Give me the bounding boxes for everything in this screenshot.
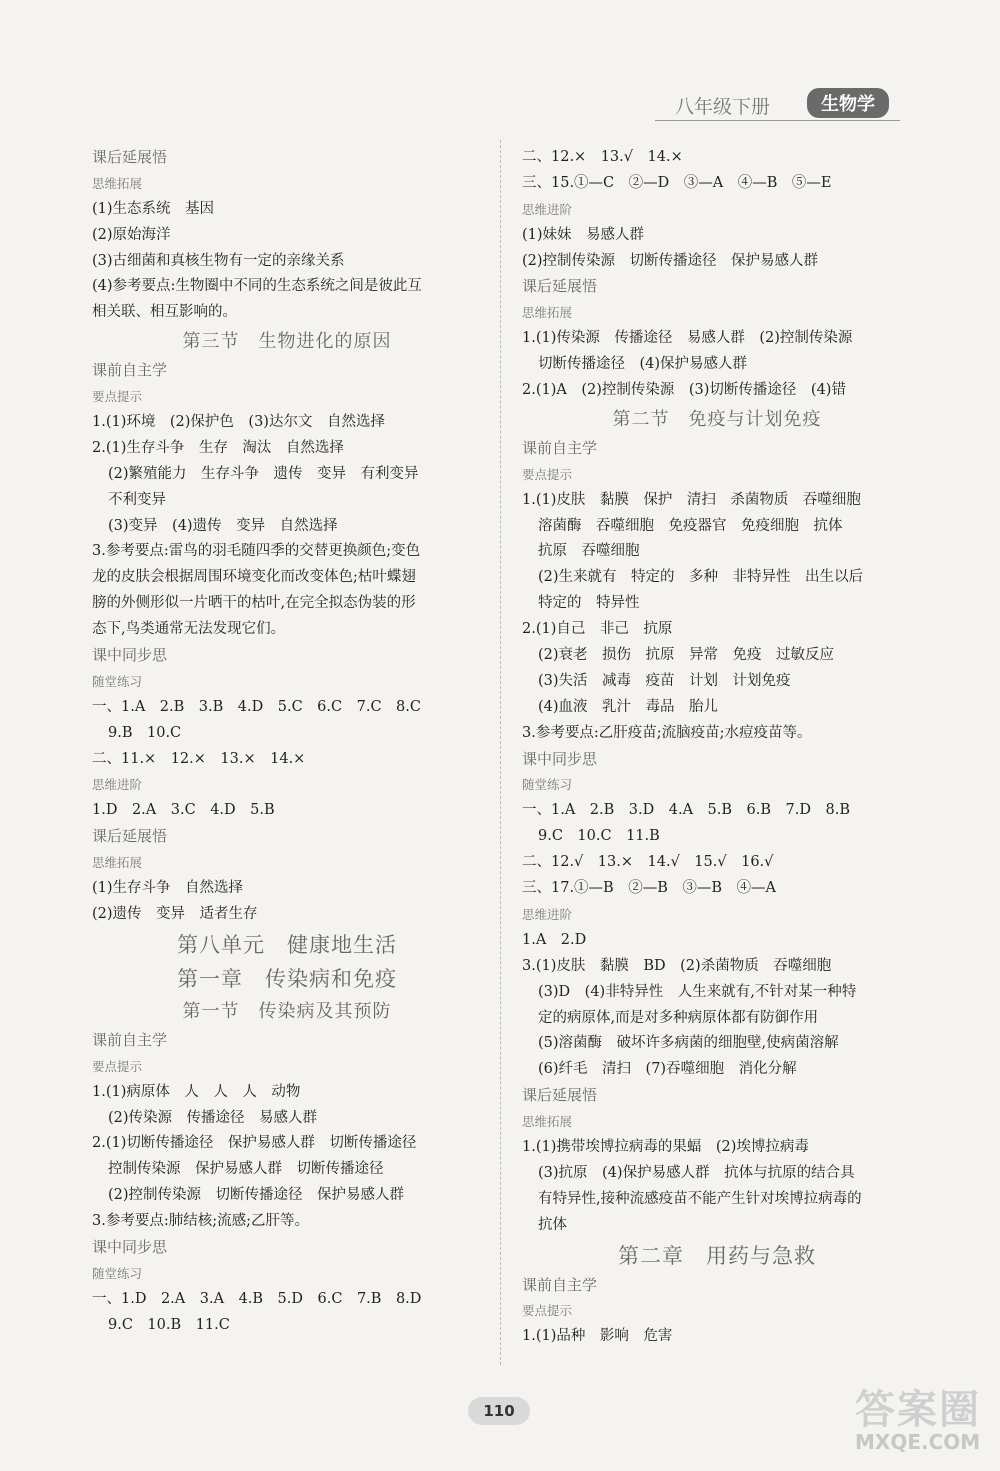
header-rule [655, 120, 900, 121]
answer-line: 三、15.①—C ②—D ③—A ④—B ⑤—E [522, 174, 832, 191]
answer-line: (2)遗传 变异 适者生存 [92, 905, 258, 922]
answer-line: 特定的 特异性 [538, 595, 640, 612]
answer-line: (3)变异 (4)遗传 变异 自然选择 [108, 517, 338, 534]
answer-line: 切断传播途径 (4)保护易感人群 [538, 356, 748, 373]
answer-line: 一、1.A 2.B 3.B 4.D 5.C 6.C 7.C 8.C [92, 698, 421, 715]
section-heading: 课前自主学 [92, 361, 168, 380]
subsection-label: 思维进阶 [522, 906, 573, 922]
answer-line: (2)衰老 损伤 抗原 异常 免疫 过敏反应 [538, 647, 835, 664]
answer-line: (2)传染源 传播途径 易感人群 [108, 1109, 318, 1126]
answer-line: 三、17.①—B ②—B ③—B ④—A [522, 880, 776, 897]
answer-line: 1.A 2.D [522, 931, 587, 948]
subsection-label: 要点提示 [92, 389, 143, 405]
grade-label: 八年级下册 [675, 96, 771, 118]
answer-line: 1.(1)品种 影响 危害 [522, 1328, 673, 1345]
subsection-label: 思维进阶 [522, 201, 573, 217]
answer-line: 9.B 10.C [108, 724, 182, 741]
subsection-label: 要点提示 [522, 1303, 573, 1319]
section-heading: 课中同步思 [92, 646, 168, 665]
page-header [655, 88, 900, 128]
answer-line: 抗原 吞噬细胞 [538, 543, 640, 560]
subsection-label: 思维拓展 [92, 855, 143, 871]
answer-line: 膀的外侧形似一片晒干的枯叶,在完全拟态伪装的形 [92, 595, 416, 612]
answer-line: 一、1.A 2.B 3.D 4.A 5.B 6.B 7.D 8.B [522, 802, 850, 819]
answer-line: (3)失活 减毒 疫苗 计划 计划免疫 [538, 672, 791, 689]
page-number: 110 [468, 1397, 530, 1425]
answer-line: 3.参考要点:雷鸟的羽毛随四季的交替更换颜色;变色 [92, 543, 421, 560]
answer-line: (2)控制传染源 切断传播途径 保护易感人群 [108, 1187, 405, 1204]
answer-line: 溶菌酶 吞噬细胞 免疫器官 免疫细胞 抗体 [538, 517, 843, 534]
answer-line: 定的病原体,而是对多种病原体都有防御作用 [538, 1009, 819, 1026]
answer-line: 1.(1)传染源 传播途径 易感人群 (2)控制传染源 [522, 330, 853, 347]
section-heading: 课中同步思 [522, 749, 598, 768]
answer-line: 有特异性,接种流感疫苗不能产生针对埃博拉病毒的 [538, 1190, 862, 1207]
subsection-label: 要点提示 [522, 466, 573, 482]
answer-line: (5)溶菌酶 破坏许多病菌的细胞壁,使病菌溶解 [538, 1035, 839, 1052]
answer-line: (2)生来就有 特定的 多种 非特异性 出生以后 [538, 569, 864, 586]
section-heading: 课后延展悟 [522, 1086, 598, 1105]
answer-line: 9.C 10.C 11.B [538, 828, 660, 845]
answer-line: (2)控制传染源 切断传播途径 保护易感人群 [522, 252, 819, 269]
subject-badge: 生物学 [807, 88, 889, 118]
unit-title: 第二章 用药与急救 [618, 1243, 816, 1268]
left-column [92, 145, 482, 1339]
subsection-label: 随堂练习 [522, 777, 573, 793]
lesson-title: 第一节 传染病及其预防 [182, 1000, 392, 1022]
subsection-label: 要点提示 [92, 1058, 143, 1074]
subsection-label: 思维进阶 [92, 777, 143, 793]
answer-line: 2.(1)切断传播途径 保护易感人群 切断传播途径 [92, 1135, 417, 1152]
answer-line: 3.(1)皮肤 黏膜 BD (2)杀菌物质 吞噬细胞 [522, 957, 832, 974]
answer-line: (2)繁殖能力 生存斗争 遗传 变异 有利变异 [108, 465, 419, 482]
answer-line: 态下,鸟类通常无法发现它们。 [92, 621, 286, 638]
answer-line: 3.参考要点:肺结核;流感;乙肝等。 [92, 1213, 309, 1230]
lesson-title: 第二节 免疫与计划免疫 [612, 408, 822, 430]
answer-line: 1.(1)病原体 人 人 人 动物 [92, 1083, 301, 1100]
subsection-label: 思维拓展 [522, 305, 573, 321]
section-heading: 课中同步思 [92, 1237, 168, 1256]
answer-line: (6)纤毛 清扫 (7)吞噬细胞 消化分解 [538, 1061, 797, 1078]
answer-line: 控制传染源 保护易感人群 切断传播途径 [108, 1161, 384, 1178]
answer-line: 2.(1)生存斗争 生存 淘汰 自然选择 [92, 439, 344, 456]
answer-line: (1)生态系统 基因 [92, 200, 215, 217]
answer-line: 一、1.D 2.A 3.A 4.B 5.D 6.C 7.B 8.D [92, 1290, 422, 1307]
answer-line: (1)妹妹 易感人群 [522, 226, 645, 243]
answer-line: 1.D 2.A 3.C 4.D 5.B [92, 802, 275, 819]
answer-line: 1.(1)环境 (2)保护色 (3)达尔文 自然选择 [92, 414, 385, 431]
answer-line: 1.(1)携带埃博拉病毒的果蝠 (2)埃博拉病毒 [522, 1138, 809, 1155]
watermark-text: 答案圈 [855, 1387, 981, 1433]
answer-line: 龙的皮肤会根据周围环境变化而改变体色;枯叶蝶翅 [92, 569, 416, 586]
section-heading: 课前自主学 [522, 1275, 598, 1294]
answer-line: (3)抗原 (4)保护易感人群 抗体与抗原的结合具 [538, 1164, 855, 1181]
answer-line: (1)生存斗争 自然选择 [92, 880, 244, 897]
subsection-label: 随堂练习 [92, 1265, 143, 1281]
answer-line: 抗体 [538, 1216, 567, 1233]
answer-line: 1.(1)皮肤 黏膜 保护 清扫 杀菌物质 吞噬细胞 [522, 491, 861, 508]
section-heading: 课后延展悟 [92, 148, 168, 166]
answer-line: 3.参考要点:乙肝疫苗;流脑疫苗;水痘疫苗等。 [522, 724, 812, 741]
answer-line: 不利变异 [108, 491, 166, 508]
watermark-url: MXQE.COM [855, 1430, 981, 1454]
column-divider [500, 140, 501, 1365]
answer-line: 二、11.× 12.× 13.× 14.× [92, 750, 306, 767]
subsection-label: 思维拓展 [522, 1114, 573, 1130]
answer-line: (3)D (4)非特异性 人生来就有,不针对某一种特 [538, 983, 857, 1000]
section-heading: 课前自主学 [522, 438, 598, 457]
section-heading: 课前自主学 [92, 1030, 168, 1049]
watermark-logo [855, 1378, 990, 1458]
section-heading: 课后延展悟 [522, 277, 598, 296]
section-heading: 课后延展悟 [92, 827, 168, 846]
answer-line: (4)参考要点:生物圈中不同的生态系统之间是彼此互 [92, 278, 422, 295]
answer-line: 二、12.× 13.√ 14.× [522, 149, 683, 165]
answer-line: (4)血液 乳汁 毒品 胎儿 [538, 698, 719, 715]
unit-title: 第八单元 健康地生活 [177, 932, 397, 957]
lesson-title: 第三节 生物进化的原因 [182, 331, 392, 353]
answer-line: 2.(1)A (2)控制传染源 (3)切断传播途径 (4)错 [522, 382, 846, 399]
answer-line: 二、12.√ 13.× 14.√ 15.√ 16.√ [522, 854, 774, 871]
unit-title: 第一章 传染病和免疫 [177, 966, 397, 991]
answer-line: (3)古细菌和真核生物有一定的亲缘关系 [92, 252, 345, 269]
subsection-label: 随堂练习 [92, 673, 143, 689]
answer-line: (2)原始海洋 [92, 226, 171, 243]
answer-line: 2.(1)自己 非己 抗原 [522, 621, 673, 638]
right-column [522, 145, 912, 1350]
subsection-label: 思维拓展 [92, 175, 143, 191]
answer-line: 9.C 10.B 11.C [108, 1316, 230, 1333]
answer-line: 相关联、相互影响的。 [92, 304, 237, 321]
